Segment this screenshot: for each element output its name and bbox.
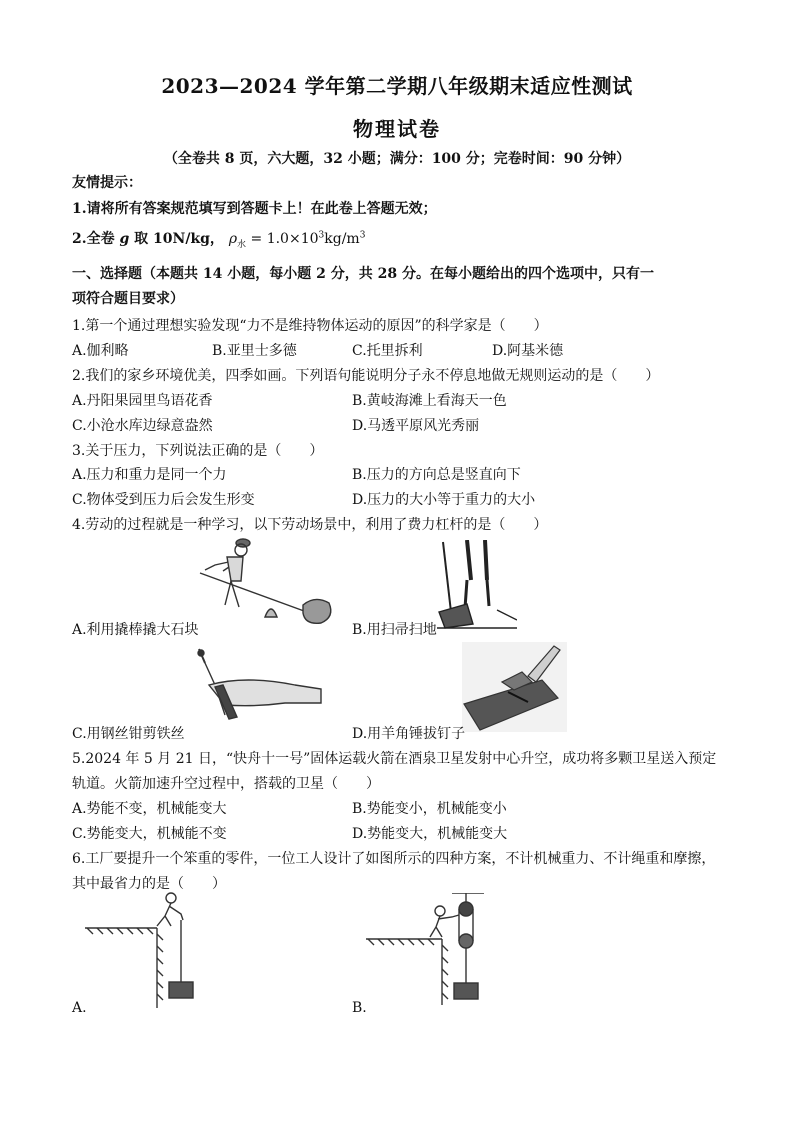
question-1-stem: 1.第一个通过理想实验发现“力不是维持物体运动的原因”的科学家是（ ） xyxy=(72,318,548,334)
section1-heading-line1: 一、选择题（本题共 14 小题，每小题 2 分，共 28 分。在每小题给出的四个选项中，只有一 xyxy=(72,266,654,282)
exam-subject: 物理试卷 xyxy=(353,117,441,141)
q3-option-b[interactable]: B.压力的方向总是竖直向下 xyxy=(352,467,521,483)
q5-option-b[interactable]: B.势能变小，机械能变小 xyxy=(352,801,507,817)
q3-option-c[interactable]: C.物体受到压力后会发生形变 xyxy=(72,492,255,508)
q4-option-b[interactable]: B.用扫帚扫地 xyxy=(352,622,437,638)
q4-option-c[interactable]: C.用钢丝钳剪铁丝 xyxy=(72,726,185,742)
q1-option-b[interactable]: B.亚里士多德 xyxy=(212,343,297,359)
q2-option-c[interactable]: C.小沧水库边绿意盎然 xyxy=(72,418,213,434)
q1-option-d[interactable]: D.阿基米德 xyxy=(492,343,564,359)
hammer-figure xyxy=(462,642,567,732)
tip-1: 1.请将所有答案规范填写到答题卡上！在此卷上答题无效； xyxy=(72,201,437,217)
q6-option-a[interactable]: A. xyxy=(72,1000,87,1016)
exam-title: 2023—2024 学年第二学期八年级期末适应性测试 xyxy=(161,74,633,98)
q2-option-b[interactable]: B.黄岐海滩上看海天一色 xyxy=(352,393,507,409)
q1-option-c[interactable]: C.托里拆利 xyxy=(352,343,423,359)
q4-option-a[interactable]: A.利用撬棒撬大石块 xyxy=(72,622,199,638)
q4-option-d[interactable]: D.用羊角锤拔钉子 xyxy=(352,726,466,742)
broom-figure xyxy=(437,540,517,630)
q3-option-a[interactable]: A.压力和重力是同一个力 xyxy=(72,467,227,483)
q2-option-d[interactable]: D.马透平原风光秀丽 xyxy=(352,418,480,434)
question-5-stem-line2: 轨道。火箭加速升空过程中，搭载的卫星（ ） xyxy=(72,776,380,792)
pliers-figure xyxy=(185,645,325,723)
question-2-stem: 2.我们的家乡环境优美，四季如画。下列语句能说明分子永不停息地做无规则运动的是（ ） xyxy=(72,368,660,384)
lift-scheme-b-figure xyxy=(366,893,506,1008)
q2-option-a[interactable]: A.丹阳果园里鸟语花香 xyxy=(72,393,213,409)
question-4-stem: 4.劳动的过程就是一种学习，以下劳动场景中，利用了费力杠杆的是（ ） xyxy=(72,517,548,533)
question-3-stem: 3.关于压力，下列说法正确的是（ ） xyxy=(72,443,324,459)
q5-option-d[interactable]: D.势能变大，机械能变大 xyxy=(352,826,508,842)
question-6-stem-line2: 其中最省力的是（ ） xyxy=(72,876,226,892)
tips-heading: 友情提示： xyxy=(72,175,142,191)
q3-option-d[interactable]: D.压力的大小等于重力的大小 xyxy=(352,492,536,508)
section1-heading-line2: 项符合题目要求） xyxy=(72,291,184,307)
q5-option-c[interactable]: C.势能变大，机械能不变 xyxy=(72,826,227,842)
q1-option-a[interactable]: A.伽利略 xyxy=(72,343,129,359)
q6-option-b[interactable]: B. xyxy=(352,1000,367,1016)
q5-option-a[interactable]: A.势能不变，机械能变大 xyxy=(72,801,227,817)
question-6-stem-line1: 6.工厂要提升一个笨重的零件，一位工人设计了如图所示的四种方案，不计机械重力、不计绳重和摩擦， xyxy=(72,851,716,867)
question-5-stem-line1: 5.2024 年 5 月 21 日，“快舟十一号”固体运载火箭在酒泉卫星发射中心升空，成功将多颗卫星送入预定 xyxy=(72,751,717,767)
crowbar-figure xyxy=(195,535,345,635)
tip-2: 2.全卷 g 取 10N/kg， $\rho_水 = 1.0\times 10^3kg/m^3$ xyxy=(72,230,366,250)
exam-info: （全卷共 8 页，六大题，32 小题；满分：100 分；完卷时间：90 分钟） xyxy=(163,151,631,167)
lift-scheme-a-figure xyxy=(85,890,225,1010)
